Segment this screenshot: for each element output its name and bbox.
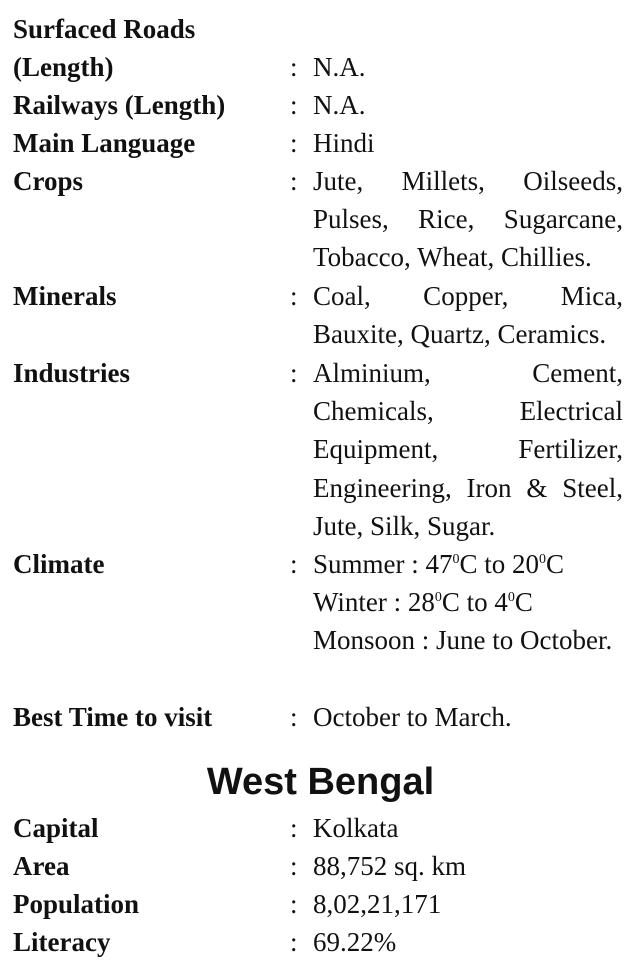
label-capital: Capital [13,813,99,843]
summer-high-text: Summer : 47 [313,549,453,579]
label-population: Population [13,889,140,919]
separator: : [290,927,298,957]
label-railways: Railways (Length) [13,90,226,120]
label-climate: Climate [13,549,105,579]
label-surfaced-roads-length: (Length) [13,52,114,82]
degree-mark: 0 [539,552,547,567]
winter-low-text: C to 4 [441,587,508,618]
value-population: 8,02,21,171 [313,889,442,919]
value-literacy: 69.22% [313,927,397,957]
summer-low-text: C to 20 [459,549,540,579]
value-capital: Kolkata [313,813,399,843]
label-best-time: Best Time to visit [13,702,213,732]
label-main-language: Main Language [13,128,196,158]
label-industries: Industries [13,358,131,388]
value-railways: N.A. [313,90,366,120]
separator: : [290,90,298,120]
separator: : [290,813,298,843]
value-main-language: Hindi [313,128,375,158]
label-area: Area [13,851,70,881]
separator: : [290,358,298,388]
degree-mark: 0 [507,590,515,606]
separator: : [290,128,298,158]
label-minerals: Minerals [13,281,117,311]
climate-summer [313,545,623,583]
label-literacy: Literacy [13,927,111,957]
value-surfaced-roads: N.A. [313,52,366,82]
separator: : [290,52,298,82]
separator: : [290,549,298,579]
value-climate [313,545,623,660]
value-area: 88,752 sq. km [313,851,467,881]
separator: : [290,281,298,311]
separator: : [290,166,298,196]
label-surfaced-roads: Surfaced Roads [13,14,196,44]
value-best-time: October to March. [313,702,512,732]
value-industries: Alminium, Cement, Chemicals, Electrical Equipment, Fertilizer, Engineering, Iron & Steel, Jute, Silk, Sugar. [313,358,623,541]
winter-high-text: Winter : 28 [313,587,435,618]
degree-mark: 0 [434,590,442,606]
climate-monsoon: Monsoon : June to October. [313,625,613,656]
degree-mark: 0 [452,552,460,567]
winter-unit: C [514,587,533,618]
summer-unit: C [546,549,565,579]
separator: : [290,702,298,732]
separator: : [290,889,298,919]
value-crops: Jute, Millets, Oilseeds, Pulses, Rice, Sugarcane, Tobacco, Wheat, Chillies. [313,166,623,273]
separator: : [290,851,298,881]
climate-winter [313,583,623,621]
label-crops: Crops [13,166,84,196]
value-minerals: Coal, Copper, Mica, Bauxite, Quartz, Ceramics. [313,281,623,350]
section-title-west-bengal: West Bengal [206,761,435,803]
